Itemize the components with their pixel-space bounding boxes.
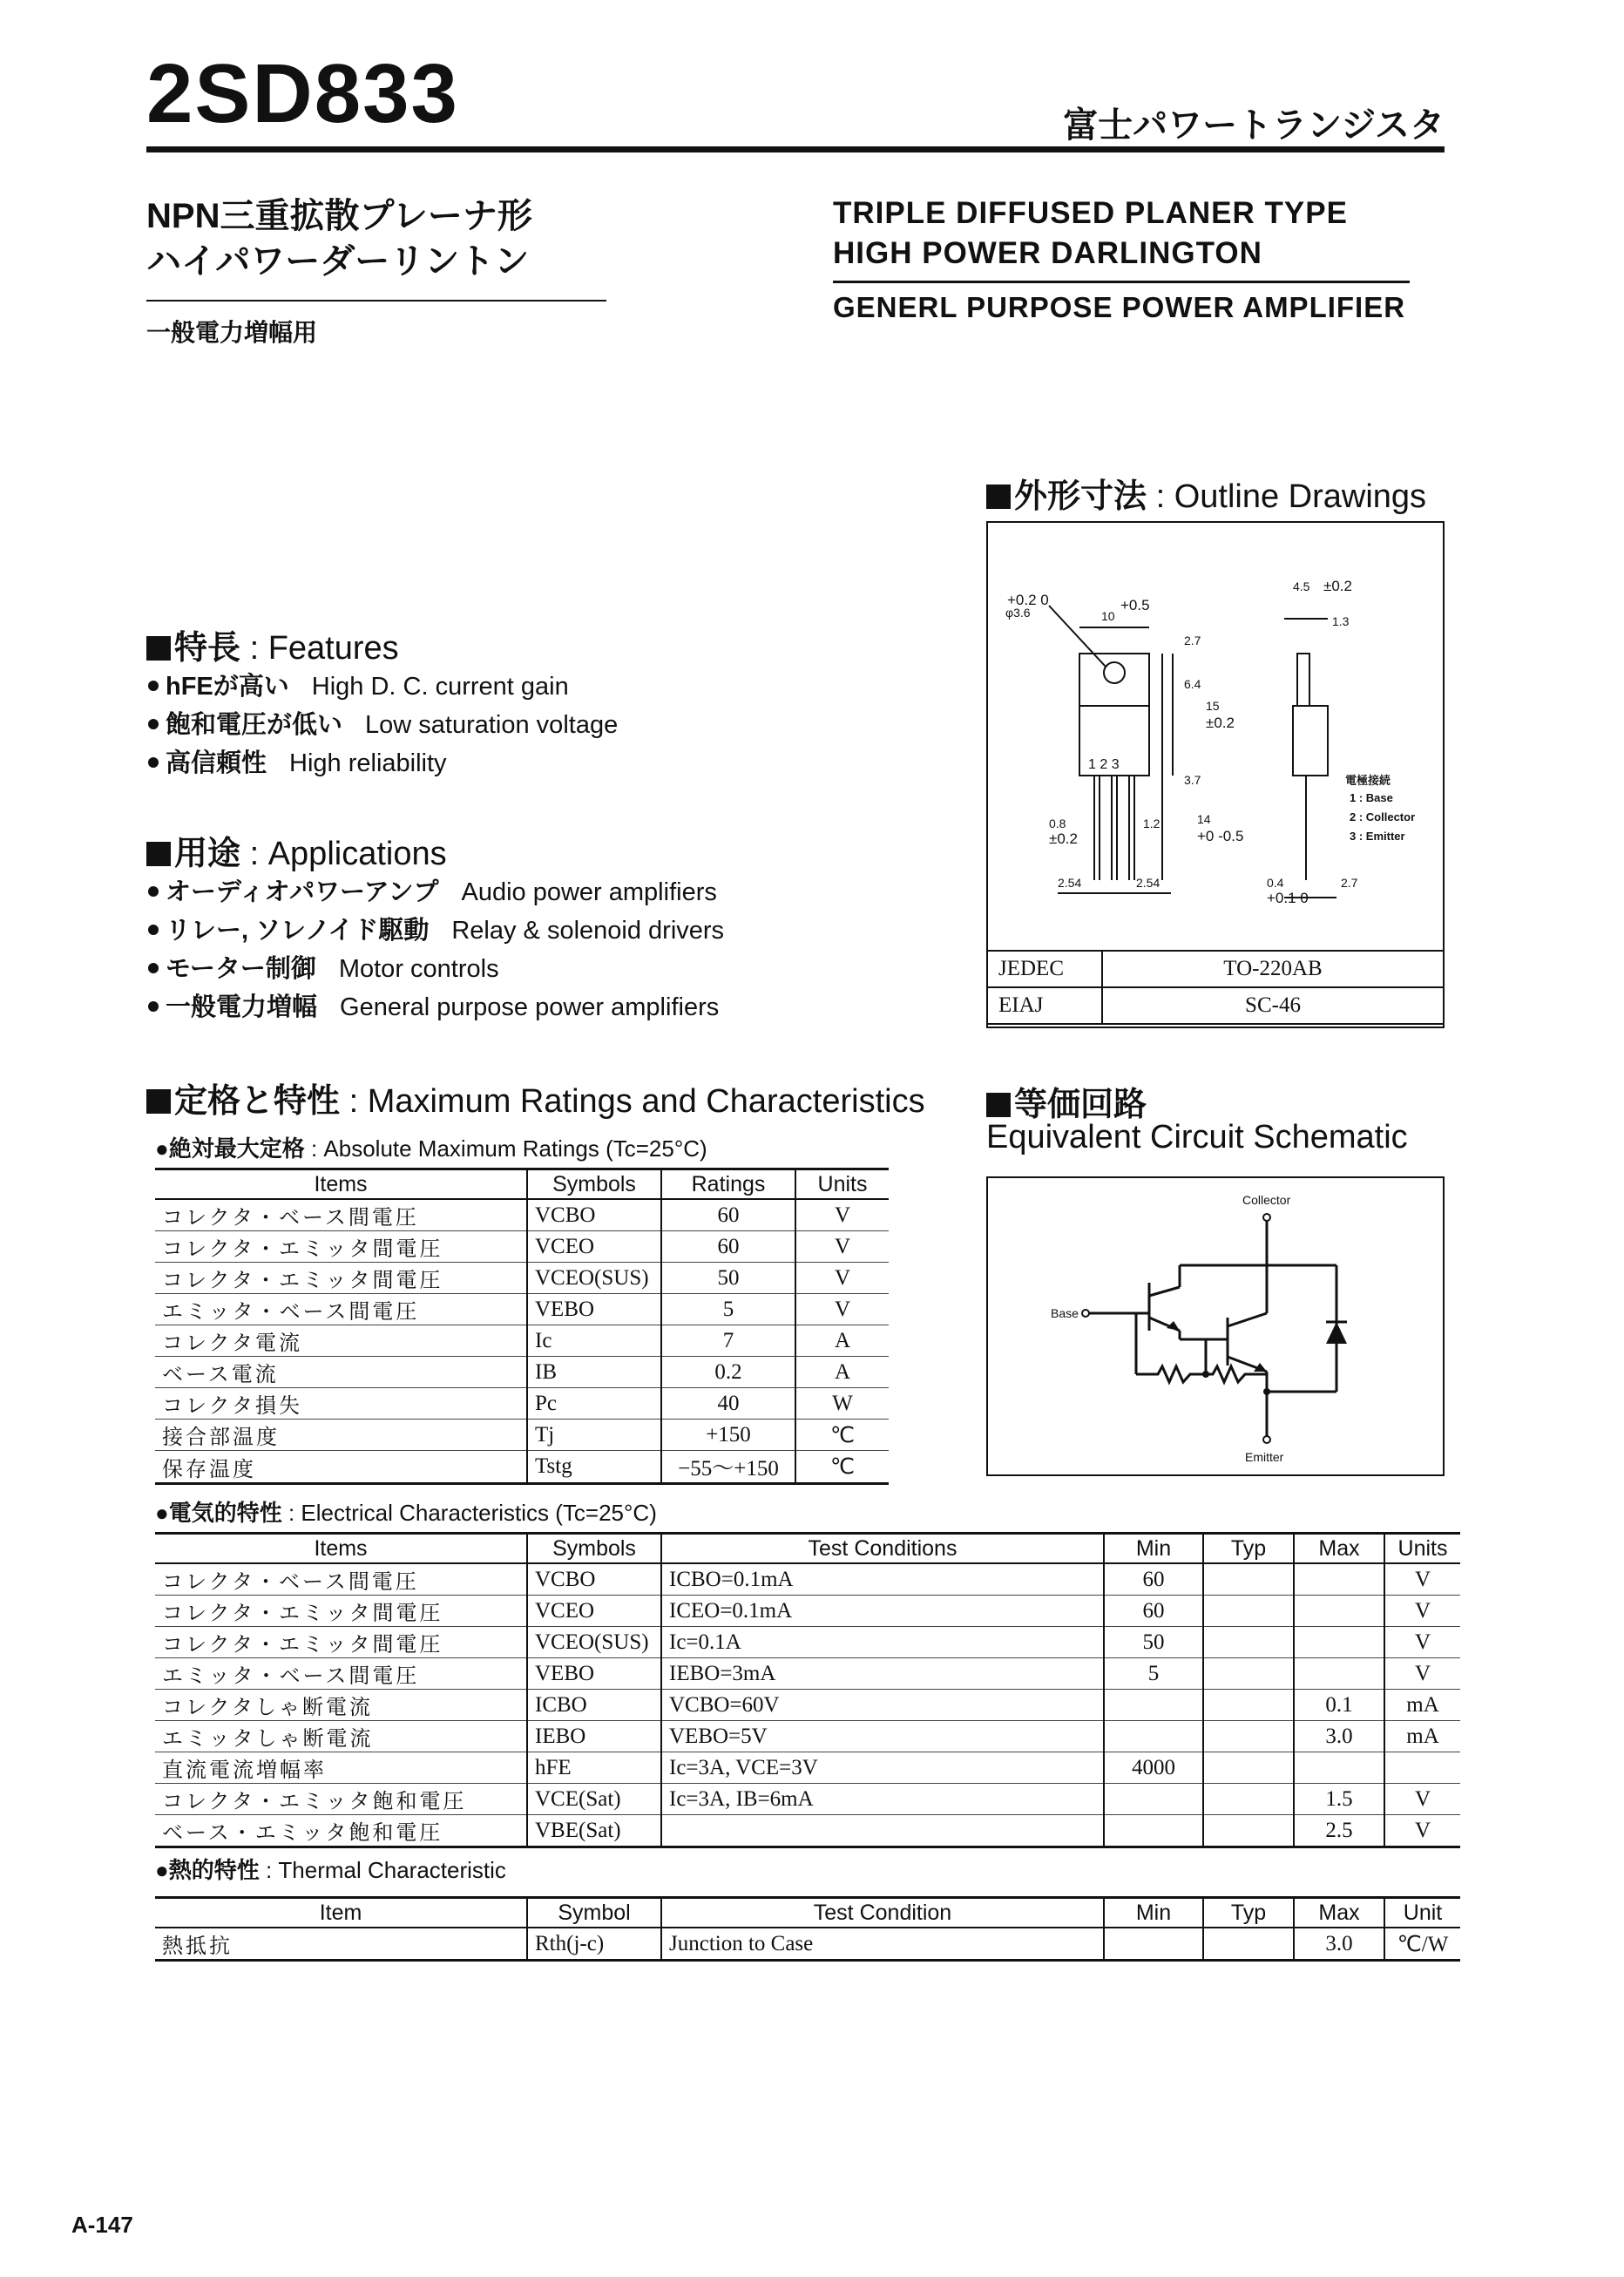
table-row [155,1690,1460,1721]
table-header-row [155,1534,1460,1564]
col-ratings: Ratings [661,1169,795,1200]
table-cell: V [795,1199,889,1231]
dim-6-4: 6.4 [1184,677,1201,691]
type-jp-line1: NPN三重拡散プレーナ形 [146,197,532,235]
table-cell [1294,1627,1384,1658]
title-rule [146,146,1445,152]
bullet-icon [148,886,159,897]
table-row [155,1563,1460,1596]
brand-name: 富士パワートランジスタ [1063,106,1445,145]
ratings-title: 定格と特性 : Maximum Ratings and Characteristics [146,1074,925,1122]
abs-max-title: ●絶対最大定格 : Absolute Maximum Ratings (Tc=25°C) [155,1135,707,1162]
table-cell: IEBO=3mA [661,1658,1104,1690]
table-cell: エミッタしゃ断電流 [155,1721,527,1752]
list-item: リレー, ソレノイド駆動 Relay & solenoid drivers [148,911,724,950]
bullet-icon [148,719,159,729]
table-cell: A [795,1357,889,1388]
table-cell: VCEO(SUS) [527,1263,661,1294]
table-cell: 60 [1104,1563,1203,1596]
package-label: JEDEC [987,951,1102,987]
bullet-icon [148,757,159,768]
table-cell [1203,1627,1294,1658]
table-row [155,1451,889,1484]
list-item: 高信頼性 High reliability [148,744,618,783]
table-cell: Tj [527,1420,661,1451]
table-cell: ベース・エミッタ飽和電圧 [155,1815,527,1847]
table-cell: Junction to Case [661,1928,1104,1961]
table-row [155,1658,1460,1690]
table-cell [1203,1596,1294,1627]
square-bullet-icon [146,1089,171,1114]
table-cell [1104,1721,1203,1752]
emitter-terminal-icon [1263,1436,1270,1443]
junction-dot-icon [1202,1371,1209,1378]
table-cell [1203,1928,1294,1961]
dim-pitch-1: 2.54 [1058,876,1082,890]
table-cell: VEBO=5V [661,1721,1104,1752]
table-cell: −55～+150 [661,1451,795,1484]
table-cell [1203,1721,1294,1752]
table-row [155,1263,889,1294]
dimension-labels [1005,578,1358,906]
applications-title: 用途 : Applications [146,826,447,874]
table-row [155,1928,1460,1961]
diode-icon [1326,1322,1347,1344]
table-cell: 2.5 [1294,1815,1384,1847]
table-cell: 0.1 [1294,1690,1384,1721]
type-en-rule [833,281,1410,283]
col-typ: Typ [1203,1898,1294,1928]
dim-15-tol: ±0.2 [1206,715,1235,731]
table-row [155,1199,889,1231]
table-cell: V [795,1231,889,1263]
table-cell [1294,1752,1384,1784]
junction-dot-icon [1263,1388,1270,1395]
dim-14-tol: +0 -0.5 [1197,828,1244,844]
table-cell: VCEO(SUS) [527,1627,661,1658]
bullet-icon [148,963,159,973]
dim-side-0-4: 0.4 [1267,876,1284,890]
col-units: Units [1384,1534,1460,1564]
equivalent-title: 等価回路 [986,1077,1147,1125]
square-bullet-icon [146,842,171,866]
thermal-title: ●熱的特性 : Thermal Characteristic [155,1857,506,1883]
table-row [155,1627,1460,1658]
table-cell: VCEO [527,1231,661,1263]
table-cell [1203,1752,1294,1784]
base-label: Base [1051,1306,1079,1320]
square-bullet-icon [986,1093,1011,1117]
type-en-line1: TRIPLE DIFFUSED PLANER TYPE [833,196,1348,230]
table-cell: V [795,1263,889,1294]
table-cell: 0.2 [661,1357,795,1388]
list-item: hFEが高い High D. C. current gain [148,668,618,706]
pin-legend-title: 電極接続 [1345,774,1391,787]
table-cell: コレクタ・ベース間電圧 [155,1199,527,1231]
col-typ: Typ [1203,1534,1294,1564]
table-cell: 接合部温度 [155,1420,527,1451]
table-cell: コレクタ損失 [155,1388,527,1420]
bullet-icon [148,681,159,691]
dim-hole-tol: +0.2 0 [1007,592,1049,608]
table-row [155,1325,889,1357]
table-cell: コレクタ・エミッタ間電圧 [155,1263,527,1294]
electrical-title: ●電気的特性 : Electrical Characteristics (Tc=25°C) [155,1500,657,1526]
table-cell: コレクタ・エミッタ間電圧 [155,1627,527,1658]
purpose-en: GENERL PURPOSE POWER AMPLIFIER [833,291,1406,323]
table-cell: 3.0 [1294,1721,1384,1752]
dim-width-tol: +0.5 [1120,597,1150,613]
col-test-conditions: Test Conditions [661,1534,1104,1564]
table-cell: コレクタ・エミッタ間電圧 [155,1231,527,1263]
table-cell: ベース電流 [155,1357,527,1388]
table-cell: mA [1384,1690,1460,1721]
table-row [155,1721,1460,1752]
package-label: EIAJ [987,987,1102,1024]
table-cell: hFE [527,1752,661,1784]
table-cell: 1.5 [1294,1784,1384,1815]
table-row [987,987,1444,1024]
equivalent-subtitle: Equivalent Circuit Schematic [986,1119,1408,1155]
square-bullet-icon [146,636,171,661]
list-item: 一般電力増幅 General purpose power amplifiers [148,988,724,1027]
table-cell [1203,1690,1294,1721]
table-cell: Rth(j-c) [527,1928,661,1961]
table-cell: VCEO [527,1596,661,1627]
bullet-icon: ● [155,1135,169,1162]
table-row [155,1357,889,1388]
dim-hole: φ3.6 [1005,606,1031,620]
col-items: Items [155,1534,527,1564]
table-cell: コレクタしゃ断電流 [155,1690,527,1721]
table-cell: コレクタ・エミッタ飽和電圧 [155,1784,527,1815]
table-row [155,1752,1460,1784]
table-cell: VCBO [527,1199,661,1231]
type-jp-rule [146,300,606,302]
table-row [155,1596,1460,1627]
table-cell: 保存温度 [155,1451,527,1484]
table-cell: 50 [661,1263,795,1294]
table-cell: ℃/W [1384,1928,1460,1961]
table-cell: 40 [661,1388,795,1420]
bullet-icon [148,1001,159,1012]
table-header-row [155,1169,889,1200]
table-cell [1203,1784,1294,1815]
dim-side-1-3: 1.3 [1332,614,1350,628]
features-list [148,668,618,783]
table-cell: ICEO=0.1mA [661,1596,1104,1627]
table-cell: V [795,1294,889,1325]
table-cell: Ic=3A, VCE=3V [661,1752,1104,1784]
darlington-circuit-svg [988,1178,1443,1474]
col-items: Items [155,1169,527,1200]
table-cell: mA [1384,1721,1460,1752]
list-item: 飽和電圧が低い Low saturation voltage [148,706,618,744]
table-header-row [155,1898,1460,1928]
table-cell: 60 [1104,1596,1203,1627]
table-cell: 60 [661,1199,795,1231]
dim-side-width: 4.5 [1293,579,1310,593]
purpose-jp: 一般電力増幅用 [146,319,318,346]
pin-legend [1345,774,1415,843]
table-cell: 3.0 [1294,1928,1384,1961]
table-cell [1104,1928,1203,1961]
table-cell: コレクタ・エミッタ間電圧 [155,1596,527,1627]
table-cell: VEBO [527,1658,661,1690]
table-row [155,1420,889,1451]
table-row [155,1784,1460,1815]
table-cell [1384,1752,1460,1784]
dim-1-2: 1.2 [1143,817,1160,830]
collector-label: Collector [1242,1193,1291,1207]
dim-3-7: 3.7 [1184,773,1201,787]
table-cell: ICBO=0.1mA [661,1563,1104,1596]
type-en-line2: HIGH POWER DARLINGTON [833,236,1262,270]
col-symbol: Symbol [527,1898,661,1928]
table-cell: VCBO [527,1563,661,1596]
list-item: モーター制御 Motor controls [148,950,724,988]
table-cell [1104,1690,1203,1721]
package-outline-svg [988,523,1443,950]
table-cell: VEBO [527,1294,661,1325]
table-cell [1294,1563,1384,1596]
table-cell: Tstg [527,1451,661,1484]
col-min: Min [1104,1534,1203,1564]
table-cell: +150 [661,1420,795,1451]
package-value: TO-220AB [1102,951,1444,987]
type-jp-line2: ハイパワーダーリントン [146,242,530,281]
table-cell: V [1384,1563,1460,1596]
table-cell: Ic=0.1A [661,1627,1104,1658]
page-number: A-147 [71,2212,133,2238]
package-value: SC-46 [1102,987,1444,1024]
col-item: Item [155,1898,527,1928]
list-item: オーディオパワーアンプ Audio power amplifiers [148,873,724,911]
table-cell [1203,1815,1294,1847]
table-cell: 4000 [1104,1752,1203,1784]
table-cell: VCE(Sat) [527,1784,661,1815]
table-cell: V [1384,1815,1460,1847]
col-max: Max [1294,1534,1384,1564]
table-cell: 5 [1104,1658,1203,1690]
col-min: Min [1104,1898,1203,1928]
table-cell: コレクタ・ベース間電圧 [155,1563,527,1596]
table-cell [1104,1815,1203,1847]
table-cell: A [795,1325,889,1357]
table-cell: ℃ [795,1451,889,1484]
table-cell: IB [527,1357,661,1388]
circuit-schematic [986,1176,1445,1476]
dim-side-width-tol: ±0.2 [1323,578,1352,594]
square-bullet-icon [986,485,1011,509]
dim-0-8-tol: ±0.2 [1049,830,1078,847]
type-en [833,193,1348,274]
base-terminal-icon [1082,1310,1089,1317]
bullet-icon: ● [155,1857,169,1883]
table-cell: 60 [661,1231,795,1263]
col-symbols: Symbols [527,1169,661,1200]
table-cell: Ic [527,1325,661,1357]
table-row [155,1388,889,1420]
pin-legend-collector: 2 : Collector [1350,810,1416,823]
table-cell: エミッタ・ベース間電圧 [155,1658,527,1690]
dim-pitch-2: 2.54 [1136,876,1160,890]
electrical-table [155,1532,1460,1848]
table-cell: コレクタ電流 [155,1325,527,1357]
table-cell: 直流電流増幅率 [155,1752,527,1784]
table-cell: V [1384,1627,1460,1658]
table-cell: IEBO [527,1721,661,1752]
table-cell: 熱抵抗 [155,1928,527,1961]
table-cell: V [1384,1784,1460,1815]
table-cell: ℃ [795,1420,889,1451]
table-row [155,1815,1460,1847]
applications-list [148,873,724,1027]
table-cell: 5 [661,1294,795,1325]
table-cell: V [1384,1658,1460,1690]
table-cell: W [795,1388,889,1420]
bullet-icon [148,925,159,935]
table-cell: Ic=3A, IB=6mA [661,1784,1104,1815]
outline-title: 外形寸法 : Outline Drawings [986,469,1426,517]
table-cell [1203,1658,1294,1690]
bullet-icon: ● [155,1500,169,1526]
col-unit: Unit [1384,1898,1460,1928]
package-table [986,950,1445,1025]
dim-15: 15 [1206,699,1220,713]
table-row [155,1231,889,1263]
dim-side-0-4-tol: +0.1 0 [1267,890,1309,906]
table-cell: V [1384,1596,1460,1627]
col-max: Max [1294,1898,1384,1928]
part-number: 2SD833 [146,47,459,140]
dim-width: 10 [1101,609,1115,623]
pin-legend-base: 1 : Base [1350,791,1393,804]
table-cell: Pc [527,1388,661,1420]
dim-0-8: 0.8 [1049,817,1066,830]
collector-terminal-icon [1263,1214,1270,1221]
table-cell [1294,1658,1384,1690]
dim-side-2-7: 2.7 [1341,876,1358,890]
table-cell: VCBO=60V [661,1690,1104,1721]
table-cell: エミッタ・ベース間電圧 [155,1294,527,1325]
table-cell [661,1815,1104,1847]
table-row [987,951,1444,987]
table-cell [1104,1784,1203,1815]
thermal-table [155,1896,1460,1962]
col-test-condition: Test Condition [661,1898,1104,1928]
col-symbols: Symbols [527,1534,661,1564]
table-cell: 7 [661,1325,795,1357]
emitter-label: Emitter [1245,1450,1284,1464]
table-cell [1203,1563,1294,1596]
table-row [155,1294,889,1325]
pin-numbers: 1 2 3 [1088,757,1120,772]
dim-14: 14 [1197,812,1211,826]
table-cell: 50 [1104,1627,1203,1658]
dim-2-7: 2.7 [1184,634,1201,647]
features-title: 特長 : Features [146,620,399,668]
table-cell [1294,1596,1384,1627]
table-cell: ICBO [527,1690,661,1721]
table-cell: VBE(Sat) [527,1815,661,1847]
type-jp [146,193,532,284]
pin-legend-emitter: 3 : Emitter [1350,830,1405,843]
abs-max-table [155,1168,889,1485]
col-units: Units [795,1169,889,1200]
